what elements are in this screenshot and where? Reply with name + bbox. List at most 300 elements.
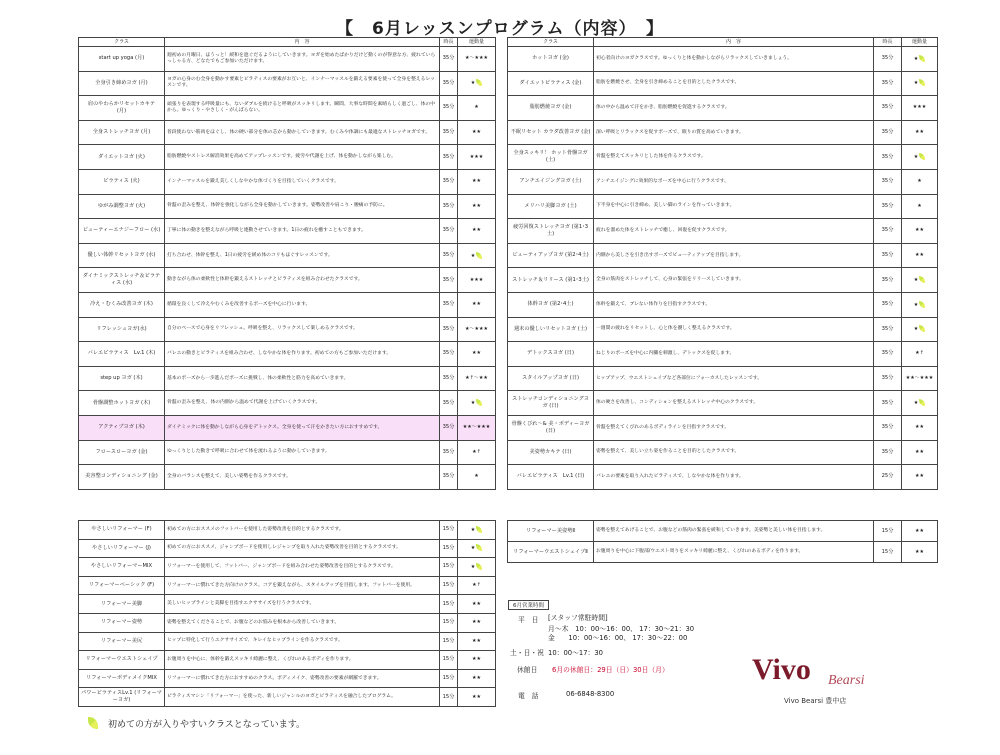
class-level <box>458 219 496 244</box>
class-duration: 35分 <box>874 71 902 96</box>
class-duration: 35分 <box>440 96 458 121</box>
class-name: ストレッチコンディショニングヨガ (日) <box>508 391 594 416</box>
level-stars: ★★ <box>915 252 924 259</box>
class-name: ダイナミックストレッチ＆ピラティス (水) <box>79 268 165 293</box>
class-name: 美容整コンディショニング (金) <box>79 465 165 490</box>
level-stars: ★ <box>913 326 919 333</box>
table-row <box>508 440 938 465</box>
class-description: 普段使わない筋肉をほぐし、体の硬い部分を体の芯から動かしていきます。むくみや体調にも最適なストレッチヨガです。 <box>165 120 440 145</box>
level-stars: ★★ <box>472 301 481 308</box>
class-name: 週末の優しいリセットヨガ (土) <box>508 317 594 342</box>
class-name: リフレッシュヨガ(水) <box>79 317 165 342</box>
class-description: 全身の筋肉をストレッチして、心身の緊張をリリースしていきます。 <box>594 268 874 293</box>
class-level <box>458 440 496 465</box>
table-row <box>79 632 496 651</box>
level-stars: ★ <box>913 277 919 284</box>
class-duration: 15分 <box>440 688 458 707</box>
beginner-leaf-icon <box>476 79 482 86</box>
class-name: やさしいリフォーマー (F) <box>79 521 165 540</box>
class-name: リフォーマーウエストシェイプⅡ <box>508 542 594 563</box>
class-description: 姿勢を整えて、美しい立ち姿を作ることを目的としたクラスです。 <box>594 440 874 465</box>
class-name: リフォーマー美姿勢Ⅱ <box>508 521 594 542</box>
class-name: 全身引き締めヨガ (月) <box>79 71 165 96</box>
class-name: 脂肪燃焼ヨガ (金) <box>508 96 594 121</box>
level-stars: ★ <box>917 178 922 185</box>
level-stars: ★ <box>913 301 919 308</box>
table-row <box>508 415 938 440</box>
level-stars: ★★★ <box>469 153 484 160</box>
table-row <box>79 595 496 614</box>
beginner-leaf-icon <box>919 276 925 283</box>
table-row <box>508 268 938 293</box>
beginner-leaf-icon <box>476 563 482 570</box>
class-duration: 15分 <box>874 521 902 542</box>
class-name: リフォーマーベーシック (F) <box>79 576 165 595</box>
class-duration: 35分 <box>874 145 902 170</box>
level-stars: ★ <box>470 526 476 533</box>
class-level <box>458 366 496 391</box>
class-description: アンチエイジングに効果的なポーズを中心に行うクラスです。 <box>594 169 874 194</box>
level-stars: ★★ <box>915 448 924 455</box>
class-description: 骨盤の歪みを整え、体幹を強化しながら全身を動かしていきます。姿勢改善や肩こり・腰痛の予防に。 <box>165 194 440 219</box>
class-duration: 35分 <box>440 145 458 170</box>
table-row <box>79 613 496 632</box>
table-row <box>79 415 496 440</box>
class-description: リフォーマーに慣れてきた方向けのクラス。コアを鍛えながら、スタイルアップを目指します。フットバーを使用。 <box>165 576 440 595</box>
level-stars: ★～★★★ <box>465 55 488 62</box>
class-name: 疲労回復ストレッチヨガ (第1･3土) <box>508 219 594 244</box>
class-duration: 15分 <box>440 613 458 632</box>
class-level <box>458 243 496 268</box>
table-row <box>508 292 938 317</box>
class-description: 全身のバランスを整えて、美しい姿勢を作るクラスです。 <box>165 465 440 490</box>
class-description: 体の硬さを改善し、コンディションを整えるストレッチ中心のクラスです。 <box>594 391 874 416</box>
class-description: ゆっくりとした動きで呼吸に合わせて体を流れるように動かしていきます。 <box>165 440 440 465</box>
class-duration: 35分 <box>440 243 458 268</box>
class-name: やさしいリフォーマーMIX <box>79 558 165 577</box>
class-name: バレエピラティス Lv.1 (木) <box>79 342 165 367</box>
class-description: インナーマッスルを鍛え美しくしなやかな体づくりを目指していくクラスです。 <box>165 169 440 194</box>
header-desc: 内 容 <box>165 38 440 47</box>
table-row <box>508 521 938 542</box>
level-stars: ★↑ <box>472 582 481 589</box>
class-description: ピラティスマシン「リフォーマー」を使った、新しいジャンルのヨガとピラティスを融合したプログラム。 <box>165 688 440 707</box>
class-description: 基本のポーズから一歩進んだポーズに挑戦し、体の柔軟性と筋力を高めていきます。 <box>165 366 440 391</box>
class-description: ヒップに特化して行うエクササイズで、キレイなヒップラインを作るクラスです。 <box>165 632 440 651</box>
class-level <box>458 669 496 688</box>
class-name: 冷え・むくみ改善ヨガ (木) <box>79 292 165 317</box>
weekend-label: 土・日・祝 <box>510 649 544 657</box>
class-duration: 35分 <box>874 219 902 244</box>
class-duration: 35分 <box>874 415 902 440</box>
class-duration: 35分 <box>874 342 902 367</box>
level-stars: ★★ <box>915 227 924 234</box>
class-name: ゆがみ調整ヨガ (火) <box>79 194 165 219</box>
level-stars: ★ <box>913 80 919 87</box>
class-level <box>902 521 938 542</box>
class-description: お腹周りを中心に、体幹を鍛えスッキリ綺麗に整え、くびれのあるボディを作ります。 <box>165 651 440 670</box>
level-stars: ★ <box>470 252 476 259</box>
class-name: ストレッチ＆リリース (第1･3土) <box>508 268 594 293</box>
class-duration: 35分 <box>440 71 458 96</box>
logo-sub-text: Bearsi <box>828 673 865 688</box>
class-name: ビューティーエナジーフロー (水) <box>79 219 165 244</box>
table-row <box>508 71 938 96</box>
beginner-leaf-icon <box>919 301 925 308</box>
level-stars: ★★ <box>472 619 481 626</box>
table-row <box>79 317 496 342</box>
level-stars: ★★ <box>915 473 924 480</box>
table-row <box>79 194 496 219</box>
level-stars: ★～★★★ <box>465 325 488 332</box>
table-row <box>508 120 938 145</box>
class-duration: 35分 <box>440 465 458 490</box>
class-name: 肩のやわらかリセットカキテ (月) <box>79 96 165 121</box>
class-duration: 35分 <box>874 440 902 465</box>
header-desc: 内 容 <box>594 38 874 47</box>
class-name: 体幹ヨガ (第2･4土) <box>508 292 594 317</box>
class-name: リフォーマーボディメイクMIX <box>79 669 165 688</box>
table-row <box>508 194 938 219</box>
class-level <box>458 47 496 72</box>
table-row <box>79 465 496 490</box>
brand-logo <box>752 653 892 703</box>
table-row <box>508 465 938 490</box>
class-description: 初めての方におススメのフットバーを使用した姿勢改善を目的とするクラスです。 <box>165 521 440 540</box>
class-description: お腹周りを中心に下腹部/ウエスト周りをスッキリ綺麗に整え、くびれのあるボディを作ります。 <box>594 542 874 563</box>
class-level <box>902 96 938 121</box>
logo-main-text: Vivo <box>752 653 811 686</box>
class-description: 打ち合わせ、体幹を整え、1日の疲労を緩め体のコリもほぐすレッスンです。 <box>165 243 440 268</box>
reformer-table-left <box>78 520 496 707</box>
table-row <box>79 440 496 465</box>
table-row <box>79 521 496 540</box>
level-stars: ★★～★★★ <box>905 375 934 382</box>
class-name: リフォーマーウエストシェイプ <box>79 651 165 670</box>
class-duration: 35分 <box>440 169 458 194</box>
class-level <box>458 96 496 121</box>
table-row <box>508 342 938 367</box>
table-row <box>508 243 938 268</box>
beginner-leaf-icon <box>919 325 925 332</box>
level-stars: ★★ <box>472 656 481 663</box>
level-stars: ★★ <box>472 227 481 234</box>
class-level <box>458 317 496 342</box>
phone-number: 06-6848-8300 <box>566 690 615 698</box>
class-description: ダイナミックに体を動かしながら心身をデトックス。全身を使って汗をかきたい方におすすめです。 <box>165 415 440 440</box>
header-level: 運動量 <box>902 38 938 47</box>
weekday-label: 平 日 <box>518 616 539 624</box>
program-table-right <box>507 37 938 490</box>
table-row <box>79 342 496 367</box>
beginner-leaf-icon <box>919 399 925 406</box>
class-duration: 35分 <box>874 96 902 121</box>
beginner-leaf-icon <box>919 153 925 160</box>
class-duration: 15分 <box>440 632 458 651</box>
class-name: リフォーマー美尻 <box>79 632 165 651</box>
class-name: ダイエットヨガ (火) <box>79 145 165 170</box>
beginner-leaf-icon <box>476 526 482 533</box>
header-class: クラス <box>79 38 165 47</box>
class-name: パワーピラティスLv.1 (リフォーマーヨガ) <box>79 688 165 707</box>
class-description: 骨盤を整えてくびれのあるボディラインを目指すクラスです。 <box>594 415 874 440</box>
class-description: 脂肪燃焼やストレス解消効果を高めてアップレッスンです。疲労や代謝を上げ、体を動かしながら楽しむ。 <box>165 145 440 170</box>
class-duration: 35分 <box>440 47 458 72</box>
class-name: リフォーマー姿勢 <box>79 613 165 632</box>
class-level <box>458 613 496 632</box>
table-row <box>79 145 496 170</box>
class-name: スタイルアップヨガ (日) <box>508 366 594 391</box>
class-level <box>458 120 496 145</box>
program-table-left <box>78 37 496 490</box>
class-duration: 35分 <box>440 342 458 367</box>
beginner-leaf-icon <box>476 252 482 259</box>
class-description: 自分のペースで心身をリフレッシュ。呼吸を整え、リラックスして楽しめるクラスです。 <box>165 317 440 342</box>
class-duration: 15分 <box>440 539 458 558</box>
class-description: ねじりのポーズを中心に内臓を刺激し、デトックスを促します。 <box>594 342 874 367</box>
class-name: ビューティアップヨガ (第2･4土) <box>508 243 594 268</box>
table-row <box>508 145 938 170</box>
level-stars: ★★ <box>472 637 481 644</box>
class-description: 丁寧に体の動きを整えながら呼吸と連動させていきます。1日の疲れを癒すこともできます。 <box>165 219 440 244</box>
level-stars: ★↑ <box>472 448 481 455</box>
class-description: 動きながら体の柔軟性と体幹を鍛えるストレッチとピラティスを組み合わせたクラスです。 <box>165 268 440 293</box>
class-level <box>458 632 496 651</box>
class-level <box>902 415 938 440</box>
level-stars: ★ <box>913 400 919 407</box>
class-duration: 35分 <box>874 120 902 145</box>
class-duration: 35分 <box>440 219 458 244</box>
table-row <box>508 169 938 194</box>
class-duration: 15分 <box>440 595 458 614</box>
class-duration: 35分 <box>440 120 458 145</box>
table-row <box>508 366 938 391</box>
class-description: 脂肪を燃焼させ、全身を引き締めることを目的としたクラスです。 <box>594 71 874 96</box>
class-description: 姿勢を整えてあげることで、お腹などの筋肉の緊張を緩和していきます。美姿勢と美しい体を目指します。 <box>594 521 874 542</box>
class-duration: 35分 <box>874 391 902 416</box>
class-description: ヨガの心身のむ全身を動かす要素とピラティスの要素がお互いと、インナーマッスルを鍛える要素を使って全身を整えるレッスンです。 <box>165 71 440 96</box>
table-row <box>79 558 496 577</box>
class-level <box>902 542 938 563</box>
class-name: 優しい体幹リセットヨガ (水) <box>79 243 165 268</box>
footer-note: 初めての方が入りやすいクラスとなっています。 <box>108 720 306 730</box>
page-title: 【 6月レッスンプログラム（内容） 】 <box>336 19 664 39</box>
level-stars: ★ <box>470 563 476 570</box>
header-level: 運動量 <box>458 38 496 47</box>
table-row <box>79 292 496 317</box>
level-stars: ★ <box>470 545 476 552</box>
level-stars: ★★ <box>915 424 924 431</box>
level-stars: ★ <box>913 154 919 161</box>
class-name: ホットヨガ (金) <box>508 47 594 72</box>
level-stars: ★★ <box>472 202 481 209</box>
class-level <box>902 145 938 170</box>
level-stars: ★★★ <box>469 276 484 283</box>
class-name: フロースローヨガ (金) <box>79 440 165 465</box>
class-level <box>458 558 496 577</box>
header-duration: 時長 <box>874 38 902 47</box>
weekend-hours: 10：00～17：30 <box>548 649 603 657</box>
class-level <box>902 366 938 391</box>
class-duration: 35分 <box>440 366 458 391</box>
level-stars: ★↑ <box>915 350 924 357</box>
mon-thu-hours: 月～木 10：00～16：00、 17：30～21：30 <box>548 625 695 633</box>
class-name: バレエピラティス Lv.1 (日) <box>508 465 594 490</box>
class-description: 体の中から温めて汗をかき、脂肪燃焼を促進するクラスです。 <box>594 96 874 121</box>
class-level <box>458 521 496 540</box>
class-duration: 35分 <box>440 194 458 219</box>
class-description: 初心者向けのヨガクラスです。ゆっくりと体を動かしながらリラックスしていきましょう。 <box>594 47 874 72</box>
level-stars: ★↑～★★ <box>465 375 488 382</box>
class-name: 骨盤調整ホットヨガ (木) <box>79 391 165 416</box>
table-row <box>508 542 938 563</box>
level-stars: ★★ <box>915 129 924 136</box>
class-level <box>458 651 496 670</box>
class-name: アンチエイジングヨガ (土) <box>508 169 594 194</box>
level-stars: ★ <box>470 400 476 407</box>
class-name: デトックスヨガ (日) <box>508 342 594 367</box>
class-duration: 15分 <box>440 651 458 670</box>
class-name: start up yoga (月) <box>79 47 165 72</box>
table-row <box>79 71 496 96</box>
class-duration: 35分 <box>874 194 902 219</box>
class-level <box>902 342 938 367</box>
class-description: 美しいヒップラインと美脚を目指すエクササイズを行うクラスです。 <box>165 595 440 614</box>
table-row <box>79 576 496 595</box>
class-description: 頑張りを表現する呼吸量にも、ないダブルを続けると呼吸がスッキリします。瞬間、大事な時間を素晴らしく過ごし、体の中から。ゆっくり・やさしく・がんばらない。 <box>165 96 440 121</box>
class-name: リフォーマー美脚 <box>79 595 165 614</box>
class-duration: 15分 <box>440 576 458 595</box>
class-level <box>902 292 938 317</box>
class-duration: 35分 <box>440 292 458 317</box>
level-stars: ★ <box>474 473 479 480</box>
class-duration: 35分 <box>874 366 902 391</box>
class-description: 下半身を中心に引き締め、美しい脚のラインを作っていきます。 <box>594 194 874 219</box>
class-description: 内側から美しさを引き出すポーズでビューティアップを目指します。 <box>594 243 874 268</box>
class-duration: 35分 <box>874 268 902 293</box>
class-duration: 35分 <box>874 317 902 342</box>
class-description: リフォーマーに慣れてきた方におすすめのクラス。ボディメイク、姿勢改善の要素が網羅できます。 <box>165 669 440 688</box>
table-row <box>79 391 496 416</box>
table-row <box>508 391 938 416</box>
table-row <box>508 317 938 342</box>
table-row <box>79 268 496 293</box>
class-level <box>458 292 496 317</box>
staff-hours-label: [スタッフ常駐時間] <box>548 614 608 622</box>
class-level <box>902 219 938 244</box>
class-description: 疲れを溜めた体をストレッチで癒し、回復を促すクラスです。 <box>594 219 874 244</box>
level-stars: ★★ <box>915 548 924 555</box>
class-name: ピラティス (火) <box>79 169 165 194</box>
level-stars: ★★ <box>472 675 481 682</box>
class-name: 美姿勢カキテ (日) <box>508 440 594 465</box>
class-level <box>902 71 938 96</box>
class-duration: 35分 <box>874 47 902 72</box>
class-description: 週初めの月曜日、ほうっと！緩和を遮ぐだるようにしていきます。ヨガを始めたばかりだけど動くのが得意な方、疲れていらっしゃる方、どなたでもご参加いただけます。 <box>165 47 440 72</box>
class-name: step up ヨガ (木) <box>79 366 165 391</box>
class-level <box>458 342 496 367</box>
level-stars: ★★ <box>472 178 481 185</box>
class-level <box>458 194 496 219</box>
class-name: 全身ストレッチヨガ (月) <box>79 120 165 145</box>
class-level <box>458 169 496 194</box>
class-description: 姿勢を整えてくださることで、お腹などのお悩みを根本から改善していきます。 <box>165 613 440 632</box>
table-row <box>79 366 496 391</box>
class-level <box>458 465 496 490</box>
class-name: 骨盤くびれ～& 美・ボディーヨガ (日) <box>508 415 594 440</box>
class-duration: 15分 <box>874 542 902 563</box>
table-row <box>79 96 496 121</box>
level-stars: ★★ <box>915 527 924 534</box>
class-name: 全身スッキリ！ ホット骨盤ヨガ (土) <box>508 145 594 170</box>
class-name: アクティブヨガ (木) <box>79 415 165 440</box>
class-description: 骨盤を整えてスッキリとした体を作るクラスです。 <box>594 145 874 170</box>
class-description: 初めての方におススメ、ジャンプボードを使用しレジャンプを取り入れた姿勢改善を目的とするクラスです。 <box>165 539 440 558</box>
class-level <box>902 391 938 416</box>
level-stars: ★★★ <box>912 104 927 111</box>
beginner-leaf-icon <box>476 399 482 406</box>
table-row <box>79 688 496 707</box>
table-row <box>79 169 496 194</box>
level-stars: ★ <box>917 202 922 209</box>
class-level <box>458 576 496 595</box>
level-stars: ★★ <box>472 693 481 700</box>
class-name: ダイエットピラティス (金) <box>508 71 594 96</box>
table-row <box>79 651 496 670</box>
class-description: ヒップアップ、ウエストシェイプなど各部位にフォーカスしたレッスンです。 <box>594 366 874 391</box>
beginner-leaf-icon <box>476 544 482 551</box>
class-name: やさしいリフォーマー (J) <box>79 539 165 558</box>
class-description: リフォーマーを使用して、フットバー、ジャンプボードを組み合わせた姿勢改善を目的とするクラスです。 <box>165 558 440 577</box>
class-duration: 35分 <box>874 243 902 268</box>
class-level <box>458 688 496 707</box>
table-row <box>79 669 496 688</box>
class-name: メリハリ美脚ヨガ (土) <box>508 194 594 219</box>
class-duration: 35分 <box>440 391 458 416</box>
reformer-table-right <box>507 520 938 563</box>
class-level <box>902 194 938 219</box>
class-duration: 35分 <box>874 292 902 317</box>
store-name: Vivo Bearsi 豊中店 <box>784 697 847 705</box>
class-level <box>902 243 938 268</box>
class-duration: 15分 <box>440 669 458 688</box>
class-duration: 35分 <box>440 268 458 293</box>
table-row <box>508 96 938 121</box>
class-level <box>458 268 496 293</box>
holiday-value: 6月の休館日：29日（日）30日（月） <box>552 666 669 674</box>
level-stars: ★ <box>913 55 919 62</box>
table-row <box>79 539 496 558</box>
beginner-leaf-icon <box>919 79 925 86</box>
class-level <box>902 440 938 465</box>
class-level <box>458 595 496 614</box>
table-row <box>79 243 496 268</box>
class-description: 骨盤の歪みを整え、体の内側から温めて代謝を上げていくクラスです。 <box>165 391 440 416</box>
class-description: 深い呼吸とリラックスを促すポーズで、眠りの質を高めていきます。 <box>594 120 874 145</box>
table-row <box>508 47 938 72</box>
fri-hours: 金 10：00～16：00、 17：30～22：00 <box>548 634 688 642</box>
table-row <box>79 219 496 244</box>
class-duration: 35分 <box>440 317 458 342</box>
header-class: クラス <box>508 38 594 47</box>
level-stars: ★★～★★★ <box>462 424 491 431</box>
class-description: バレエの要素を取り入れたピラティスで、しなやかな体を作ります。 <box>594 465 874 490</box>
class-duration: 15分 <box>440 558 458 577</box>
class-level <box>902 317 938 342</box>
class-duration: 35分 <box>440 440 458 465</box>
class-duration: 25分 <box>874 465 902 490</box>
table-row <box>79 47 496 72</box>
